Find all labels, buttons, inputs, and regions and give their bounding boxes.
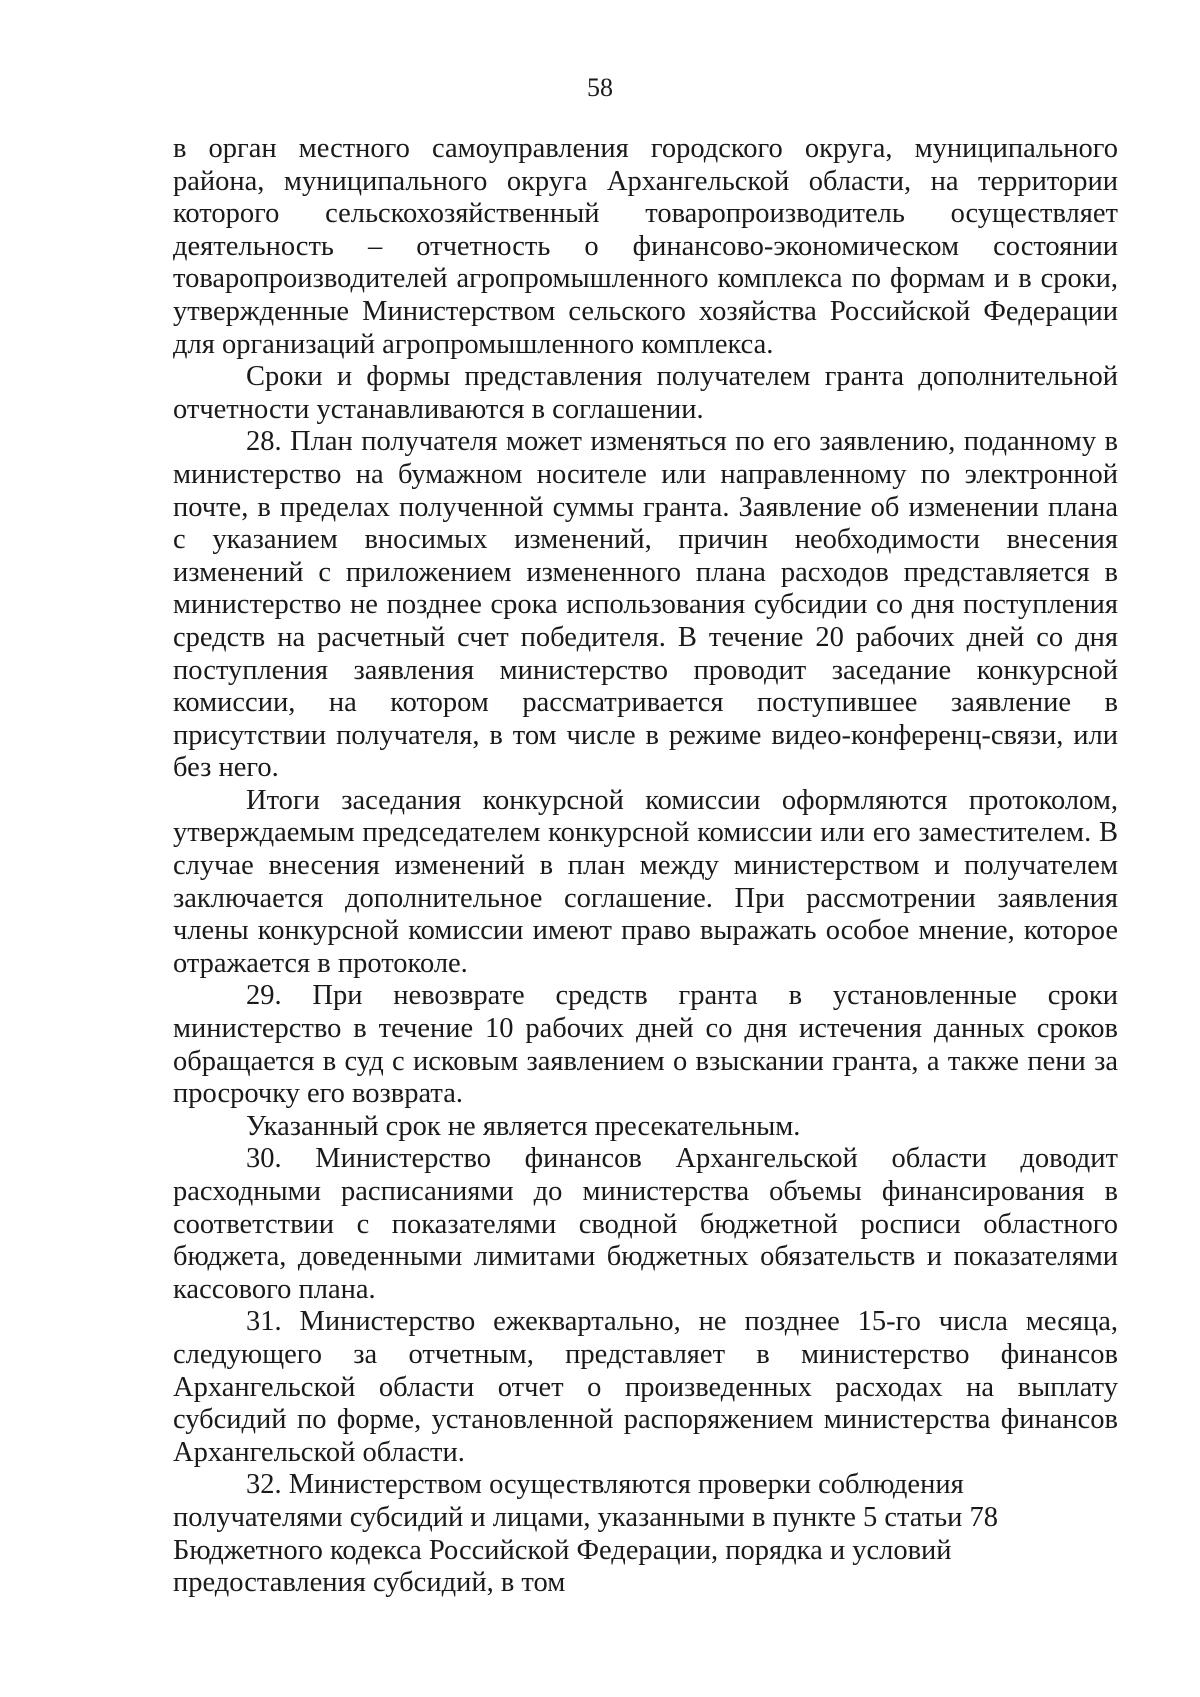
paragraph-item-30: 30. Министерство финансов Архангельской области доводит расходными расписаниями до министерства объемы финансирования в соответствии с показателями сводной бюджетной росписи областного бюджета, доведенными лимитами бюджетных обязательств и показателями кассового плана. [173, 1143, 1118, 1305]
paragraph-item-29: 29. При невозврате средств гранта в установленные сроки министерство в течение 10 рабочих дней со дня истечения данных сроков обращается в суд с исковым заявлением о взыскании гранта, а также пени за просрочку его возврата. [173, 980, 1118, 1110]
paragraph-continuation: в орган местного самоуправления городского округа, муниципального района, муниципального округа Архангельской области, на территории которого сельскохозяйственный товаропроизводитель осуществляет деятельность – отчетность о финансово-экономическом состоянии товаропроизводителей агропромышленного комплекса по формам и в сроки, утвержденные Министерством сельского хозяйства Российской Федерации для организаций агропромышленного комплекса. [173, 133, 1118, 360]
paragraph-item-28: 28. План получателя может изменяться по его заявлению, поданному в министерство на бумажном носителе или направленному по электронной почте, в пределах полученной суммы гранта. Заявление об изменении плана с указанием вносимых изменений, причин необходимости внесения изменений с приложением измененного плана расходов представляется в министерство не позднее срока использования субсидии со дня поступления средств на расчетный счет победителя. В течение 20 рабочих дней со дня поступления заявления министерство проводит заседание конкурсной комиссии, на котором рассматривается поступившее заявление в присутствии получателя, в том числе в режиме видео-конференц-связи, или без него. [173, 426, 1118, 784]
paragraph-term-note: Указанный срок не является пресекательным. [246, 1110, 801, 1142]
page-number: 58 [587, 73, 613, 102]
paragraph-reporting-terms: Сроки и формы представления получателем гранта дополнительной отчетности устанавливаются в соглашении. [173, 361, 1118, 425]
paragraph-commission-results: Итоги заседания конкурсной комиссии оформляются протоколом, утверждаемым председателем конкурсной комиссии или его заместителем. В случае внесения изменений в план между министерством и получателем заключается дополнительное соглашение. При рассмотрении заявления члены конкурсной комиссии имеют право выражать особое мнение, которое отражается в протоколе. [173, 784, 1118, 979]
paragraph-item-31: 31. Министерство ежеквартально, не позднее 15-го числа месяца, следующего за отчетным, представляет в министерство финансов Архангельской области отчет о произведенных расходах на выплату субсидий по форме, установленной распоряжением министерства финансов Архангельской области. [173, 1306, 1118, 1468]
paragraph-item-32: 32. Министерством осуществляются проверки соблюдения получателями субсидий и лицами, указанными в пункте 5 статьи 78 Бюджетного кодекса Российской Федерации, порядка и условий предоставления субсидий, в том [173, 1469, 999, 1599]
document-body [173, 133, 1118, 1600]
